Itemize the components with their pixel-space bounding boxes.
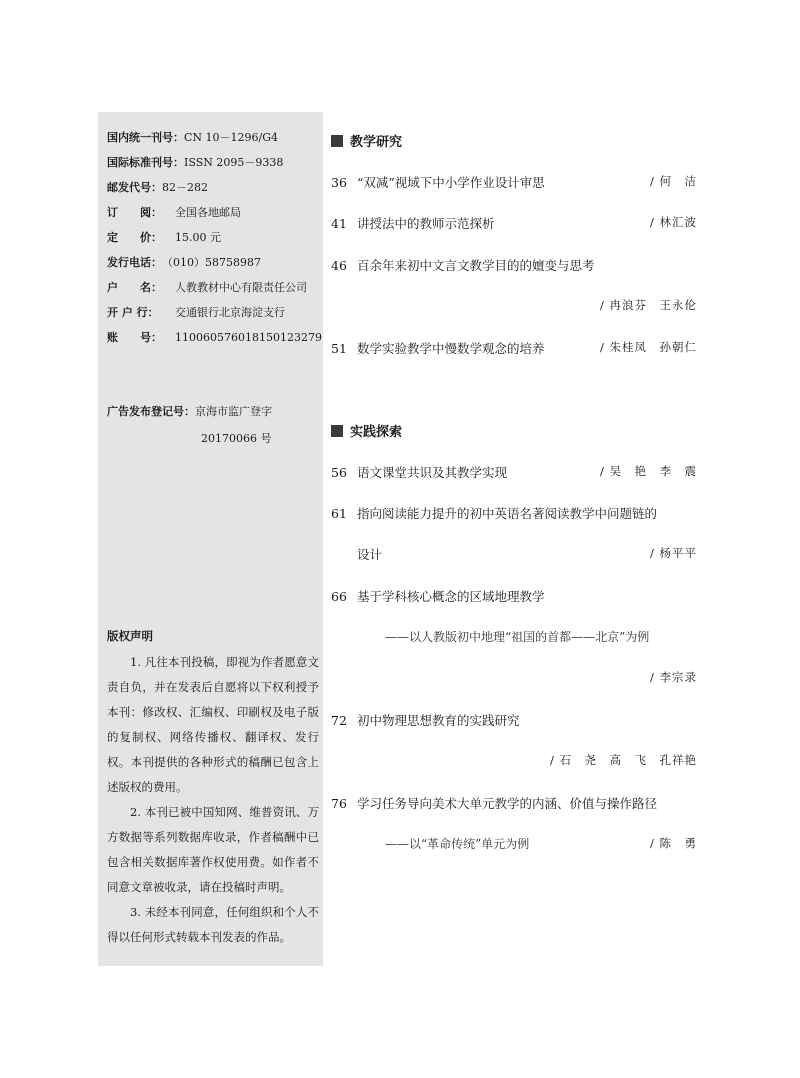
toc-entry[interactable]: 76 学习任务导向美术大单元教学的内涵、价值与操作路径 <box>331 796 658 811</box>
square-bullet-icon <box>331 425 343 437</box>
info-row: 邮发代号：82－282 <box>107 181 208 194</box>
copyright-title: 版权声明 <box>107 629 153 643</box>
section-heading-practice: 实践探索 <box>331 421 402 440</box>
toc-subtitle-row: ——以“革命传统”单元为例 / 陈 勇 <box>385 836 697 851</box>
info-row: 国际标准刊号：ISSN 2095－9338 <box>107 156 284 169</box>
info-row: 国内统一刊号：CN 10－1296/G4 <box>107 131 279 144</box>
toc-entry-continued[interactable]: 设计 / 杨平平 <box>357 546 697 562</box>
toc-entry[interactable]: 41 讲授法中的教师示范探析 / 林汇波 <box>331 215 697 231</box>
section-heading-teaching-research: 教学研究 <box>331 131 402 150</box>
toc-author: / 冉浪芬 王永伦 <box>599 298 697 312</box>
ad-registration: 广告发布登记号：京海市监广登字 <box>107 405 272 418</box>
toc-subtitle: ——以人教版初中地理“祖国的首都——北京”为例 <box>385 630 650 644</box>
toc-entry[interactable]: 61 指向阅读能力提升的初中英语名著阅读教学中问题链的 <box>331 506 658 521</box>
square-bullet-icon <box>331 135 343 147</box>
copyright-paragraph: 3. 未经本刊同意，任何组织和个人不得以任何形式转载本刊发表的作品。 <box>107 905 319 944</box>
copyright-body <box>107 650 319 950</box>
toc-author: / 石 尧 高 飞 孔祥艳 <box>549 753 697 767</box>
toc-entry[interactable]: 36 “双减”视域下中小学作业设计审思 / 何 洁 <box>331 174 697 190</box>
copyright-paragraph: 2. 本刊已被中国知网、维普资讯、万方数据等系列数据库收录，作者稿酬中已包含相关数据库著作权使用费。如作者不同意文章被收录，请在投稿时声明。 <box>107 805 319 894</box>
copyright-paragraph: 1. 凡往本刊投稿，即视为作者愿意文责自负，并在发表后自愿将以下权利授予本刊：修改权、汇编权、印刷权及电子版的复制权、网络传播权、翻译权、发行权。本刊提供的各种形式的稿酬已包含上述版权的费用。 <box>107 655 319 794</box>
toc-author: / 李宗录 <box>649 670 697 684</box>
toc-entry[interactable]: 66 基于学科核心概念的区域地理教学 <box>331 589 545 604</box>
toc-entry[interactable]: 46 百余年来初中文言文教学目的的嬗变与思考 <box>331 258 595 273</box>
toc-entry[interactable]: 51 数学实验教学中慢数学观念的培养 / 朱桂凤 孙朝仁 <box>331 340 697 356</box>
ad-registration-number: 20170066 号 <box>201 432 272 445</box>
info-row: 户 名： 人教教材中心有限责任公司 <box>107 281 307 294</box>
toc-entry[interactable]: 72 初中物理思想教育的实践研究 <box>331 713 520 728</box>
info-row: 定 价： 15.00 元 <box>107 231 221 244</box>
info-row: 开 户 行： 交通银行北京海淀支行 <box>107 306 285 319</box>
info-row: 发行电话：（010）58758987 <box>107 256 261 269</box>
info-row: 账 号： 110060576018150123279 <box>107 331 322 344</box>
toc-entry[interactable]: 56 语文课堂共识及其教学实现 / 吴 艳 李 震 <box>331 464 697 480</box>
info-row: 订 阅： 全国各地邮局 <box>107 206 241 219</box>
